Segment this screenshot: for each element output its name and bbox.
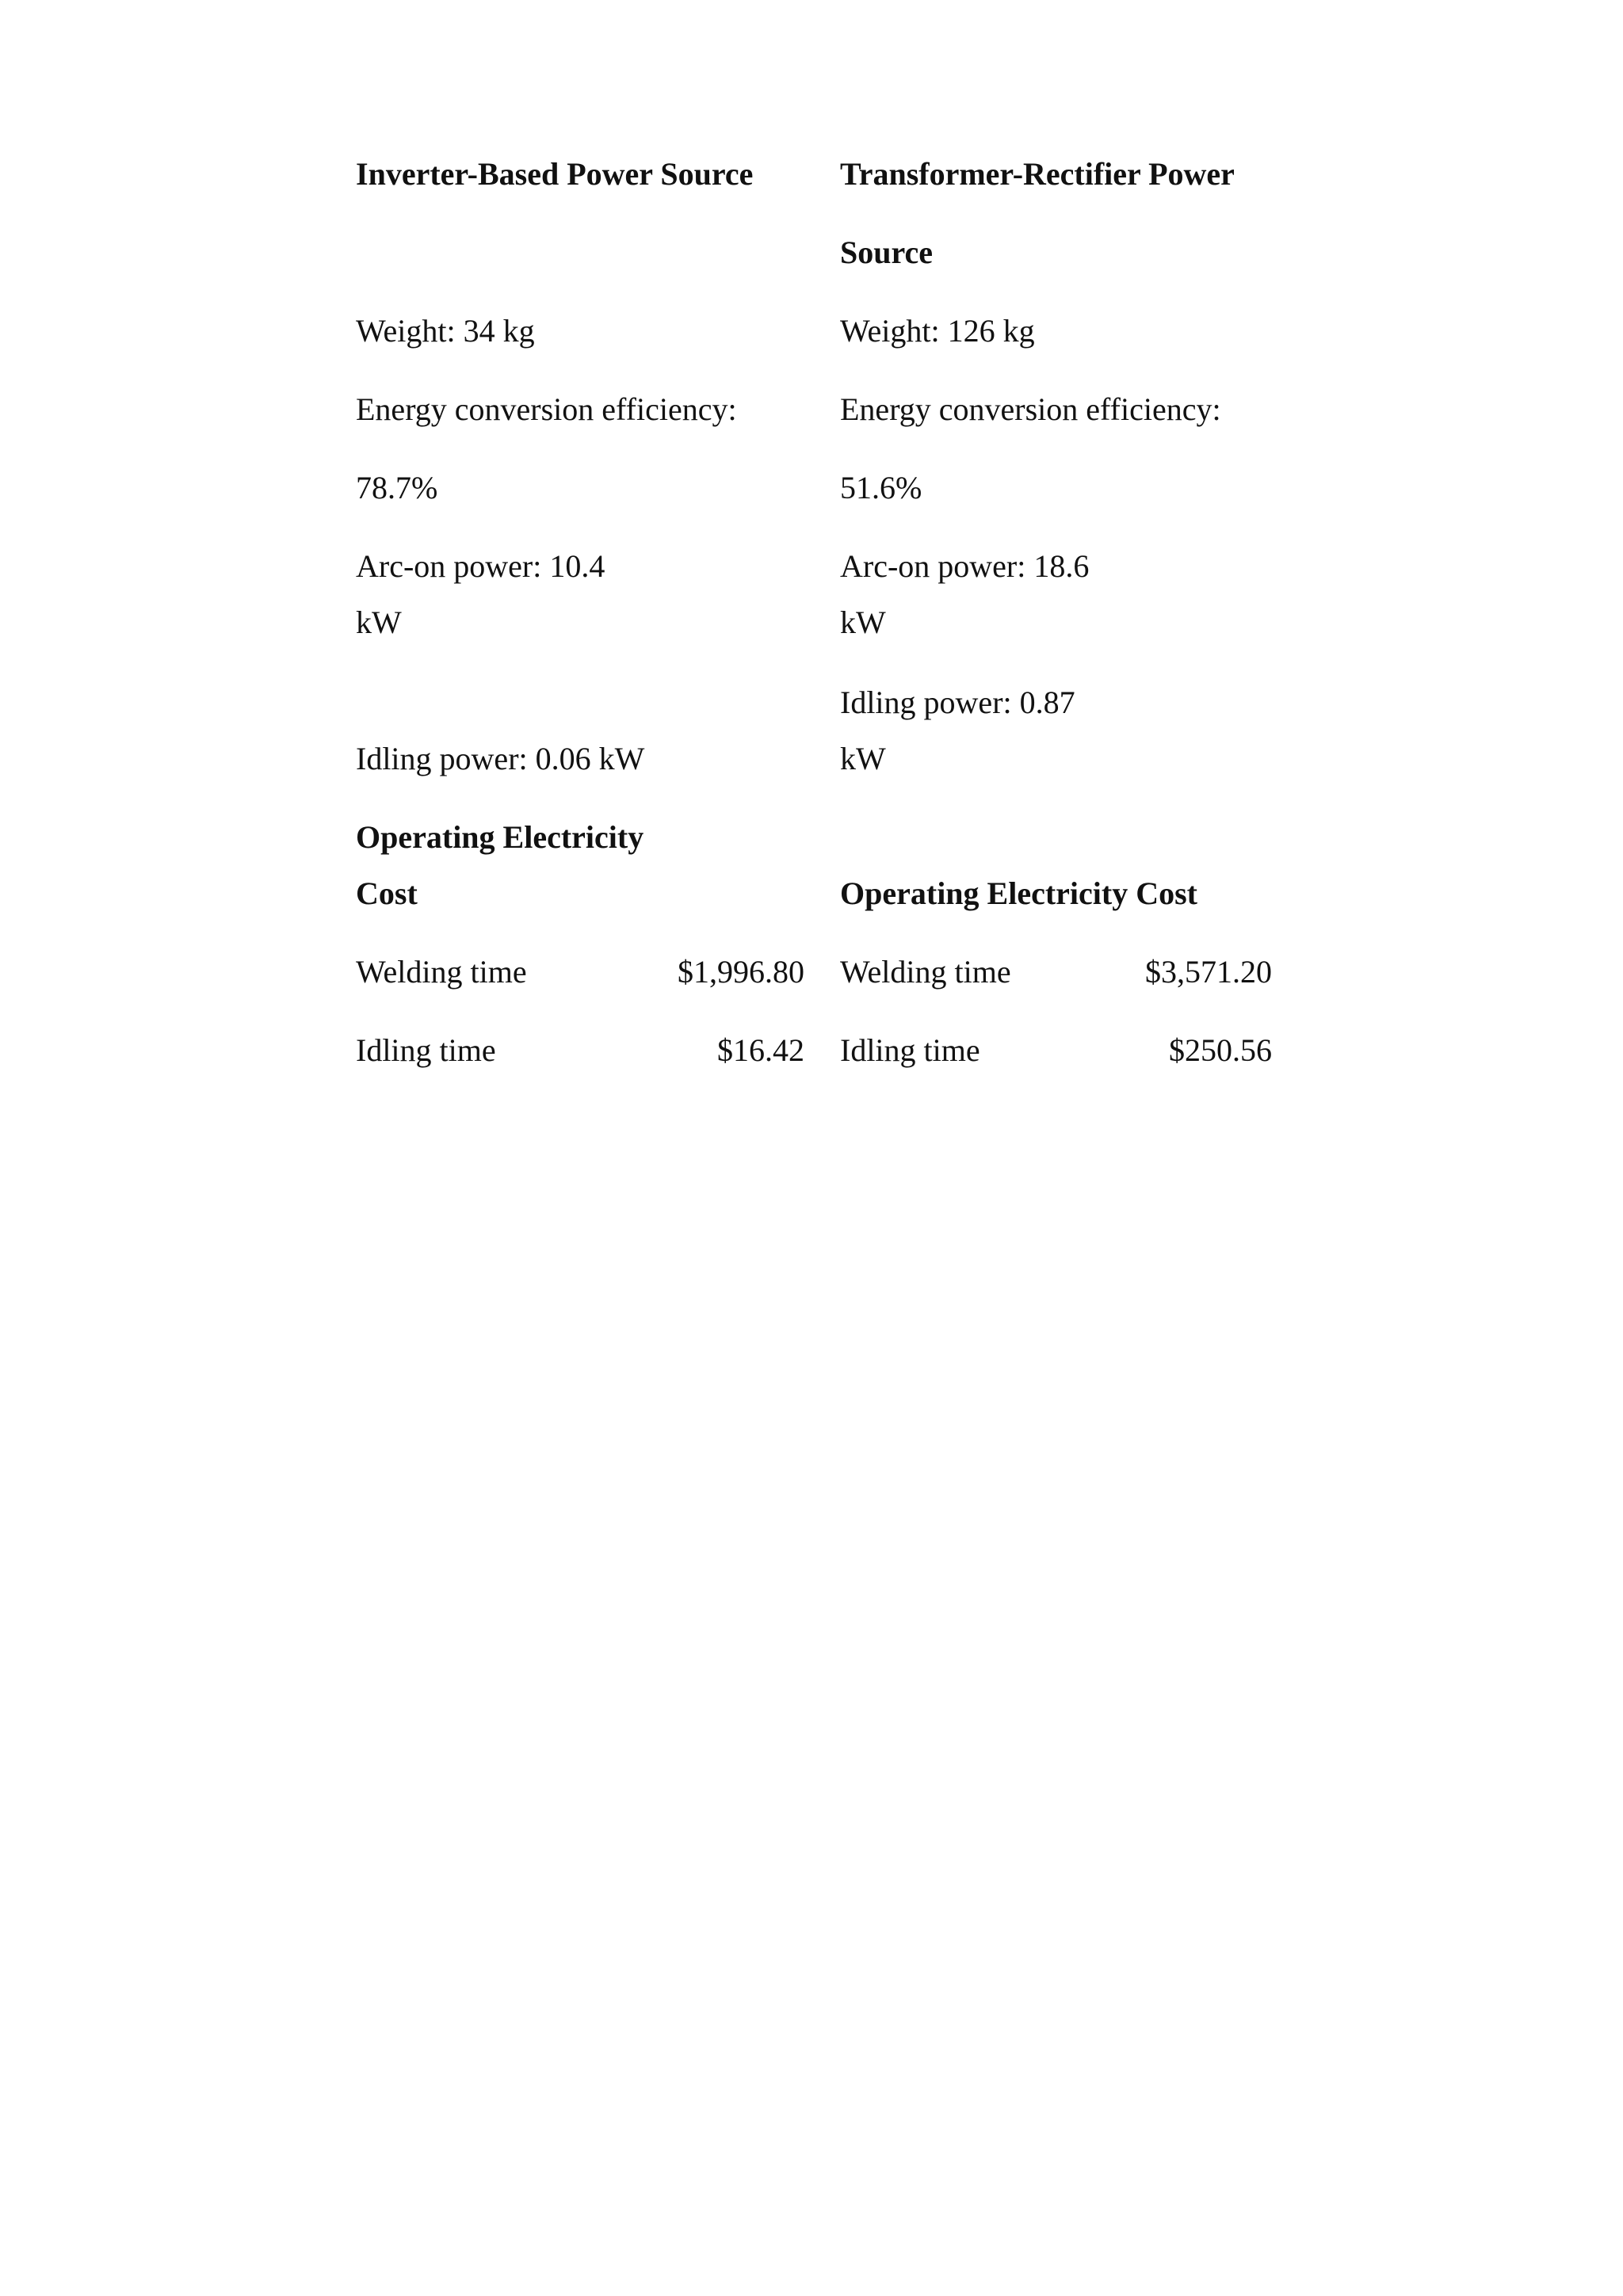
transformer-efficiency-label: Energy conversion efficiency: bbox=[840, 391, 1221, 427]
inverter-arc-on-unit: kW bbox=[356, 605, 402, 640]
transformer-arc-on-unit: kW bbox=[840, 605, 886, 640]
inverter-weight: Weight: 34 kg bbox=[356, 313, 535, 349]
inverter-arc-on-power: Arc-on power: 10.4 bbox=[356, 548, 605, 584]
transformer-idling-label: Idling time bbox=[840, 1032, 980, 1068]
inverter-efficiency-value: 78.7% bbox=[356, 470, 438, 505]
inverter-cost-heading: Operating Electricity bbox=[356, 819, 644, 855]
inverter-cost-heading-cont: Cost bbox=[356, 875, 418, 911]
transformer-cost-heading: Operating Electricity Cost bbox=[840, 875, 1197, 911]
inverter-welding-label: Welding time bbox=[356, 954, 527, 990]
inverter-welding-cost: $1,996.80 bbox=[678, 954, 804, 990]
inverter-title: Inverter-Based Power Source bbox=[356, 156, 754, 192]
transformer-welding-cost: $3,571.20 bbox=[1145, 954, 1272, 990]
transformer-arc-on-power: Arc-on power: 18.6 bbox=[840, 548, 1090, 584]
inverter-idling-label: Idling time bbox=[356, 1032, 496, 1068]
transformer-idling-power: Idling power: 0.87 bbox=[840, 685, 1075, 720]
transformer-idling-unit: kW bbox=[840, 741, 886, 776]
transformer-welding-label: Welding time bbox=[840, 954, 1011, 990]
transformer-efficiency-value: 51.6% bbox=[840, 470, 922, 505]
transformer-title-cont: Source bbox=[840, 235, 934, 270]
inverter-idling-power: Idling power: 0.06 kW bbox=[356, 741, 645, 776]
transformer-title: Transformer-Rectifier Power bbox=[840, 156, 1235, 192]
transformer-idling-cost: $250.56 bbox=[1169, 1032, 1272, 1068]
inverter-efficiency-label: Energy conversion efficiency: bbox=[356, 391, 737, 427]
transformer-weight: Weight: 126 kg bbox=[840, 313, 1035, 349]
inverter-idling-cost: $16.42 bbox=[717, 1032, 804, 1068]
